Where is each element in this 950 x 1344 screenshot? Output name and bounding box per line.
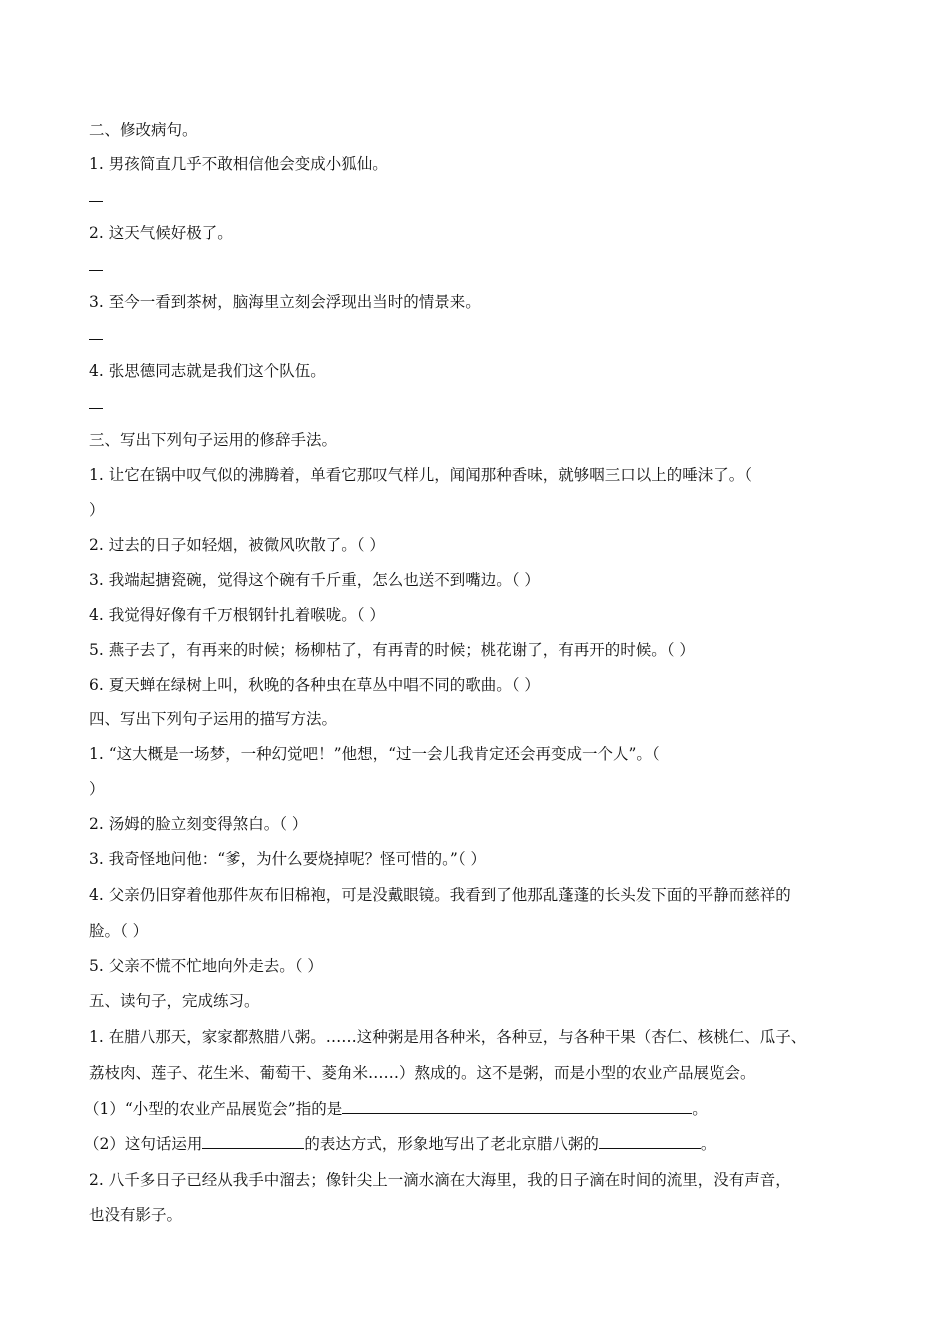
answer-line-3	[89, 339, 103, 340]
section5-question-1	[84, 1099, 708, 1119]
section4-item-3: 3. 我奇怪地问他：“爹，为什么要烧掉呢？怪可惜的。”（ ）	[89, 850, 486, 868]
section3-item-1: 1. 让它在锅中叹气似的沸腾着，单看它那叹气样儿，闻闻那种香味，就够咽三口以上的唾沫了。（	[89, 466, 752, 484]
section3-item-4: 4. 我觉得好像有千万根钢针扎着喉咙。（ ）	[89, 606, 385, 624]
answer-blank-1[interactable]	[342, 1099, 692, 1114]
question-2-middle: 的表达方式，形象地写出了老北京腊八粥的	[304, 1135, 599, 1153]
section2-item-3: 3. 至今一看到茶树，脑海里立刻会浮现出当时的情景来。	[89, 293, 481, 311]
section2-item-2: 2. 这天气候好极了。	[89, 224, 233, 242]
question-1-end: 。	[692, 1100, 708, 1118]
section5-question-2	[84, 1134, 716, 1154]
section4-item-5: 5. 父亲不慌不忙地向外走去。（ ）	[89, 957, 323, 975]
section4-item-2: 2. 汤姆的脸立刻变得煞白。（ ）	[89, 815, 308, 833]
section4-heading: 四、写出下列句子运用的描写方法。	[89, 710, 338, 728]
section3-heading: 三、写出下列句子运用的修辞手法。	[89, 431, 338, 449]
section2-item-1: 1. 男孩简直几乎不敢相信他会变成小狐仙。	[89, 155, 388, 173]
section5-item-2: 2. 八千多日子已经从我手中溜去；像针尖上一滴水滴在大海里，我的日子滴在时间的流里，没有声音，	[89, 1171, 791, 1189]
section4-item-1: 1. “这大概是一场梦，一种幻觉吧！”他想，“过一会儿我肯定还会再变成一个人”。（	[89, 745, 660, 763]
section4-item-4-cont: 脸。（ ）	[89, 922, 149, 940]
question-2-text: （2）这句话运用	[84, 1135, 203, 1153]
question-2-end: 。	[700, 1135, 717, 1153]
section3-item-3: 3. 我端起搪瓷碗，觉得这个碗有千斤重，怎么也送不到嘴边。（ ）	[89, 571, 540, 589]
section3-item-6: 6. 夏天蝉在绿树上叫，秋晚的各种虫在草丛中唱不同的歌曲。（ ）	[89, 676, 540, 694]
section5-item-1-cont: 荔枝肉、莲子、花生米、葡萄干、菱角米……）熬成的。这不是粥，而是小型的农业产品展览会。	[89, 1064, 756, 1082]
section3-item-2: 2. 过去的日子如轻烟，被微风吹散了。（ ）	[89, 536, 385, 554]
section5-heading: 五、读句子，完成练习。	[89, 992, 260, 1010]
answer-line-4	[89, 408, 103, 409]
answer-line-2	[89, 270, 103, 271]
section4-item-1-cont: ）	[89, 780, 105, 798]
section3-item-1-cont: ）	[89, 501, 105, 519]
section4-item-4: 4. 父亲仍旧穿着他那件灰布旧棉袍，可是没戴眼镜。我看到了他那乱蓬蓬的长头发下面的平静而慈祥的	[89, 886, 791, 904]
section5-item-2-cont: 也没有影子。	[89, 1206, 183, 1224]
section2-heading: 二、修改病句。	[89, 121, 198, 139]
answer-blank-2[interactable]	[202, 1134, 304, 1149]
section2-item-4: 4. 张思德同志就是我们这个队伍。	[89, 362, 326, 380]
question-1-text: （1）“小型的农业产品展览会”指的是	[84, 1100, 343, 1118]
answer-blank-3[interactable]	[599, 1134, 701, 1149]
section5-item-1: 1. 在腊八那天，家家都熬腊八粥。……这种粥是用各种米，各种豆，与各种干果（杏仁、核桃仁、瓜子、	[89, 1028, 807, 1046]
section3-item-5: 5. 燕子去了，有再来的时候；杨柳枯了，有再青的时候；桃花谢了，有再开的时候。（ ）	[89, 641, 695, 659]
answer-line-1	[89, 201, 103, 202]
